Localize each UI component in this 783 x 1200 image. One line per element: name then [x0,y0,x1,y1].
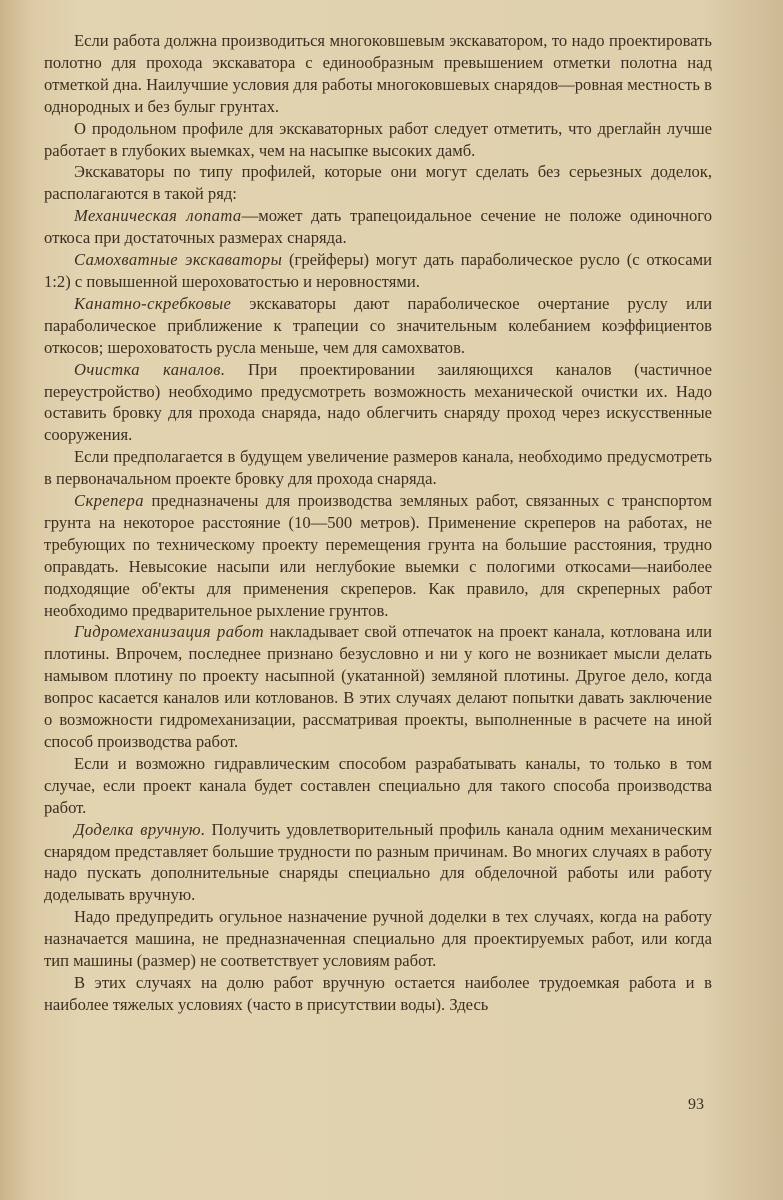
body-text [44,30,712,1016]
page-number: 93 [688,1096,704,1113]
paragraph: В этих случаях на долю работ вручную остается наиболее трудоемкая работа и в наиболее тяжелых условиях (часто в присутствии воды). Здесь [44,972,712,1014]
paragraph: О продольном профиле для экскаваторных работ следует отметить, что дреглайн лучше работает в глубоких выемках, чем на насыпке высоких дамб. [44,118,712,160]
paragraph: Экскаваторы по типу профилей, которые они могут сделать без серьезных доделок, располагаются в такой ряд: [44,162,712,204]
paragraph: Надо предупредить огульное назначение ручной доделки в тех случаях, когда на работу назначается машина, не предназначенная специально для проектируемых работ, или когда тип машины (размер) не соответствует условиям работ. [44,907,712,971]
paragraph: Если работа должна производиться многоковшевым экскаватором, то надо проектировать полотно для прохода экскаватора с единообразным превышением отметки полотна над отметкой дна. Наилучшие условия для работы многоковшевых снарядов—ровная местность в однородных и без булыг грунтах. [44,31,712,116]
paragraph: Механическая лопата—может дать трапецоидальное сечение не положе одиночного откоса при достаточных размерах снаряда. [44,206,712,248]
paragraph: Очистка каналов. При проектировании заиляющихся каналов (частичное переустройство) необходимо предусмотреть возможность механической очистки их. Надо оставить бровку для прохода снаряда, надо облегчить снаряду проход через искусственные сооружения. [44,359,713,445]
paragraph: Самохватные экскаваторы (грейферы) могут дать параболическое русло (с откосами 1:2) с повышенной шероховатостью и неровностями. [44,250,712,291]
paragraph: Скрепера предназначены для производства земляных работ, связанных с транспортом грунта на некоторое расстояние (10—500 метров). Применение скреперов на работах, не требующих по техническому проекту перемещения грунта на большие расстояния, трудно оправдать. Невысокие насыпи или неглубокие выемки с пологими откосами—наиболее подходящие об'екты для применения скреперов. Как правило, для скреперных работ необходимо предварительное рыхление грунтов. [44,491,712,620]
paragraph: Если и возможно гидравлическим способом разрабатывать каналы, то только в том случае, если проект канала будет составлен специально для такого способа производства работ. [44,753,712,817]
paragraph: Если предполагается в будущем увеличение размеров канала, необходимо предусмотреть в первоначальном проекте бровку для прохода снаряда. [44,447,712,489]
paragraph: Доделка вручную. Получить удовлетворительный профиль канала одним механическим снарядом представляет большие трудности по разным причинам. Во многих случаях в работу надо пускать дополнительные снаряды специально для обделочной работы или работу доделывать вручную. [44,819,712,905]
paragraph: Гидромеханизация работ накладывает свой отпечаток на проект канала, котлована или плотины. Впрочем, последнее признано безусловно и ни у кого не возникает мысли делать намывом плотину по проекту насыпной (укатанной) земляной плотины. Другое дело, когда вопрос касается каналов или котлованов. В этих случаях делают попытки давать заключение о возможности гидромеханизации, рассматривая проекты, выполненные в расчете на иной способ производства работ. [44,622,712,751]
paragraph: Канатно-скребковые экскаваторы дают параболическое очертание руслу или параболическое приближение к трапеции со значительным колебанием коэффициентов откосов; шероховатость русла меньше, чем для самохватов. [44,293,712,357]
